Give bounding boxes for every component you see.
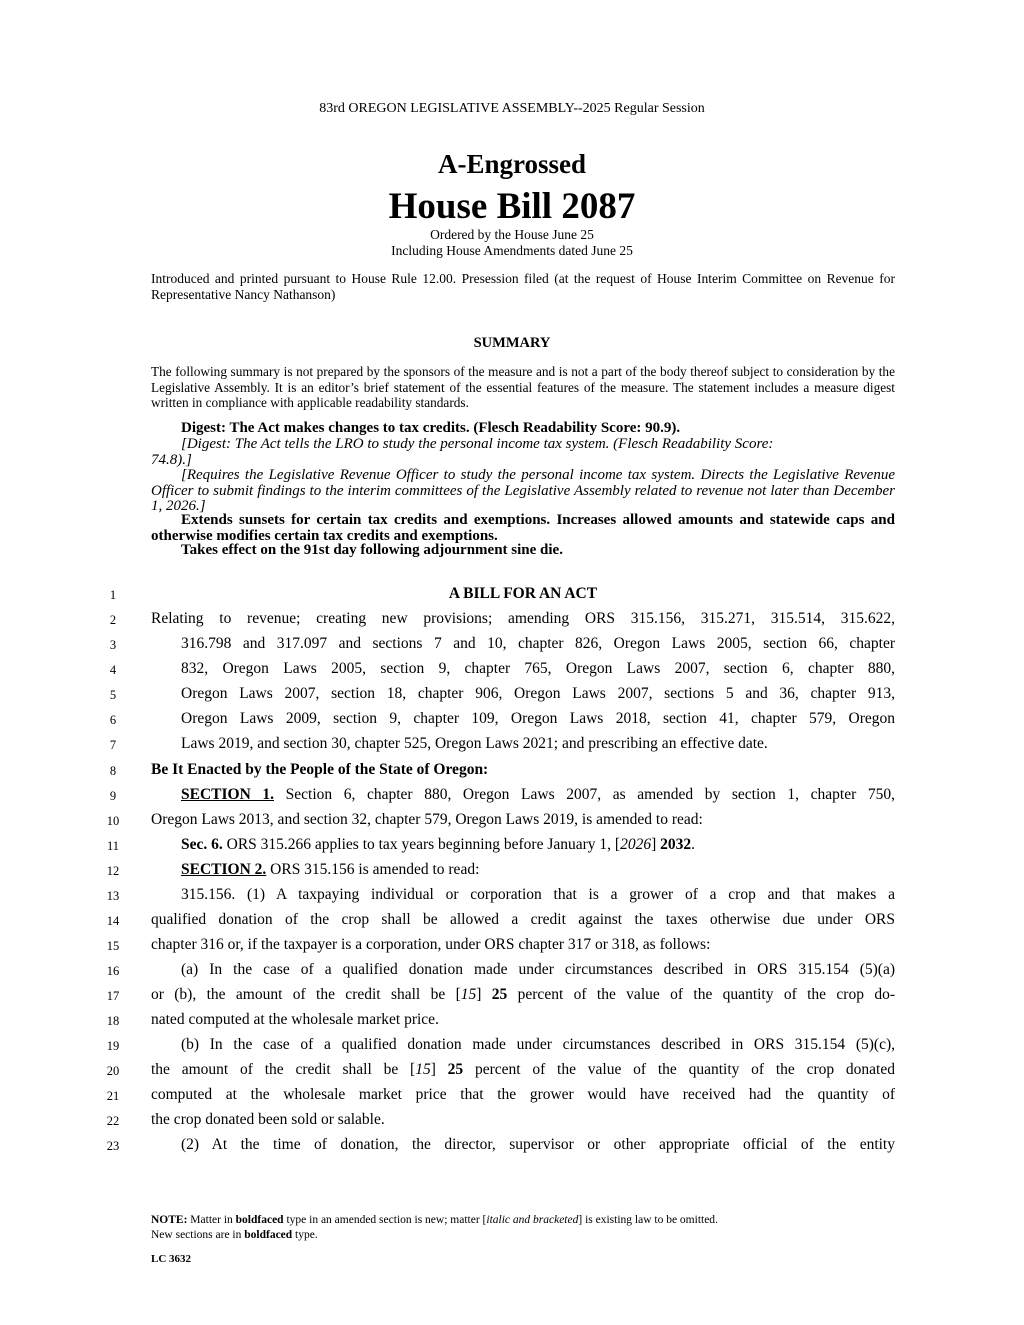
bill-line-4: 832, Oregon Laws 2005, section 9, chapter 765, Oregon Laws 2007, section 6, chapter 880, — [181, 660, 895, 677]
bill-line-23: (2) At the time of donation, the director, supervisor or other appropriate official of the entity — [181, 1136, 895, 1153]
bill-line-2: Relating to revenue; creating new provisions; amending ORS 315.156, 315.271, 315.514, 315.622, — [151, 610, 895, 627]
bill-line-22: the crop donated been sold or salable. — [151, 1111, 385, 1128]
summary-heading: SUMMARY — [473, 335, 551, 351]
line-number: 12 — [106, 864, 120, 878]
introduced-text: Introduced and printed pursuant to House Rule 12.00. Presession filed (at the request of House Interim Committee on Revenue for Representative Nancy Nathanson) — [151, 271, 895, 302]
deleted-text: 2026 — [620, 836, 652, 853]
bill-line-20: the amount of the credit shall be [15] 25 percent of the value of the quantity of the crop donated — [151, 1061, 895, 1078]
section-2-label: SECTION 2. — [181, 861, 267, 878]
line-number: 6 — [109, 713, 117, 727]
bill-line-9: SECTION 1. Section 6, chapter 880, Oregon Laws 2007, as amended by section 1, chapter 750, — [181, 786, 895, 803]
line-number: 21 — [106, 1089, 120, 1103]
bill-line-7: Laws 2019, and section 30, chapter 525, Oregon Laws 2021; and prescribing an effective date. — [181, 735, 768, 752]
bill-line-18: nated computed at the wholesale market price. — [151, 1011, 439, 1028]
line-number: 18 — [106, 1014, 120, 1028]
bill-line-17: or (b), the amount of the credit shall be [15] 25 percent of the value of the quantity of the crop do- — [151, 986, 895, 1003]
note-label: NOTE: — [151, 1214, 188, 1226]
bill-line-3: 316.798 and 317.097 and sections 7 and 10, chapter 826, Oregon Laws 2005, section 66, chapter — [181, 635, 895, 652]
line-number: 2 — [109, 613, 117, 627]
deleted-text: 15 — [460, 986, 477, 1003]
section-1-label: SECTION 1. — [181, 786, 275, 803]
bill-line-14: qualified donation of the crop shall be allowed a credit against the taxes otherwise due under ORS — [151, 911, 895, 928]
line-number: 13 — [106, 889, 120, 903]
line-number: 1 — [109, 588, 117, 602]
bill-line-12: SECTION 2. ORS 315.156 is amended to read: — [181, 861, 480, 878]
ordered-line: Ordered by the House June 25 — [430, 227, 594, 242]
line-number: 14 — [106, 914, 120, 928]
bill-line-11: Sec. 6. ORS 315.266 applies to tax years beginning before January 1, [2026] 2032. — [181, 836, 696, 853]
line-number: 8 — [109, 764, 117, 778]
digest-old-line1: [Digest: The Act tells the LRO to study the personal income tax system. (Flesch Readability Score: — [181, 436, 774, 452]
bill-line-19: (b) In the case of a qualified donation made under circumstances described in ORS 315.154 (5)(c), — [181, 1036, 895, 1053]
sec-6-label: Sec. 6. — [181, 836, 223, 853]
line-number: 16 — [106, 964, 120, 978]
digest-old-line2: 74.8).] — [151, 452, 192, 468]
enacting-clause: Be It Enacted by the People of the State of Oregon: — [151, 761, 489, 778]
engrossed-label: A-Engrossed — [437, 149, 587, 179]
deleted-text: 15 — [415, 1061, 431, 1078]
line-number: 3 — [109, 638, 117, 652]
act-heading: A BILL FOR AN ACT — [448, 585, 598, 602]
bill-line-5: Oregon Laws 2007, section 18, chapter 906, Oregon Laws 2007, sections 5 and 36, chapter 913, — [181, 685, 895, 702]
line-number: 23 — [106, 1139, 120, 1153]
line-number: 7 — [109, 738, 117, 752]
digest-new: Digest: The Act makes changes to tax credits. (Flesch Readability Score: 90.9). — [181, 420, 681, 436]
line-number: 4 — [109, 663, 117, 677]
bill-line-6: Oregon Laws 2009, section 9, chapter 109, Oregon Laws 2018, section 41, chapter 579, Oregon — [181, 710, 895, 727]
session-header: 83rd OREGON LEGISLATIVE ASSEMBLY--2025 Regular Session — [319, 101, 705, 116]
extends-text: Extends sunsets for certain tax credits and exemptions. Increases allowed amounts and statewide caps and otherwise modifies certain tax credits and exemptions. — [151, 512, 895, 544]
requires-old-text: [Requires the Legislative Revenue Officer to study the personal income tax system. Directs the Legislative Revenue Officer to submit findings to the interim committees of the Legislative Assembly related to revenue not later than December 1, 2026.] — [151, 467, 895, 514]
line-number: 5 — [109, 688, 117, 702]
including-line: Including House Amendments dated June 25 — [391, 243, 633, 258]
line-number: 19 — [106, 1039, 120, 1053]
takes-effect-text: Takes effect on the 91st day following adjournment sine die. — [181, 542, 563, 558]
line-number: 9 — [109, 789, 117, 803]
line-number: 15 — [106, 939, 120, 953]
line-number: 20 — [106, 1064, 120, 1078]
bill-title: House Bill 2087 — [388, 186, 636, 227]
bill-line-16: (a) In the case of a qualified donation made under circumstances described in ORS 315.154 (5)(a) — [181, 961, 895, 978]
new-text: 25 — [447, 1061, 464, 1078]
lc-number: LC 3632 — [151, 1253, 192, 1265]
new-text: 25 — [491, 986, 508, 1003]
new-text: 2032 — [660, 836, 692, 853]
summary-text: The following summary is not prepared by the sponsors of the measure and is not a part of the body thereof subject to consideration by the Legislative Assembly. It is an editor’s brief statement of the essential features of the measure. The statement includes a measure digest written in compliance with applicable readability standards. — [151, 364, 895, 410]
line-number: 17 — [106, 989, 120, 1003]
bill-line-15: chapter 316 or, if the taxpayer is a corporation, under ORS chapter 317 or 318, as follows: — [151, 936, 711, 953]
bill-line-21: computed at the wholesale market price that the grower would have received had the quantity of — [151, 1086, 895, 1103]
line-number: 22 — [106, 1114, 120, 1128]
line-number: 11 — [106, 839, 120, 853]
footer-note: NOTE: Matter in boldfaced type in an amended section is new; matter [italic and bracketed] is existing law to be omitted. New sections are in boldfaced type. — [151, 1214, 718, 1241]
bill-line-13: 315.156. (1) A taxpaying individual or corporation that is a grower of a crop and that makes a — [181, 886, 895, 903]
bill-line-10: Oregon Laws 2013, and section 32, chapter 579, Oregon Laws 2019, is amended to read: — [151, 811, 703, 828]
line-number: 10 — [106, 814, 120, 828]
